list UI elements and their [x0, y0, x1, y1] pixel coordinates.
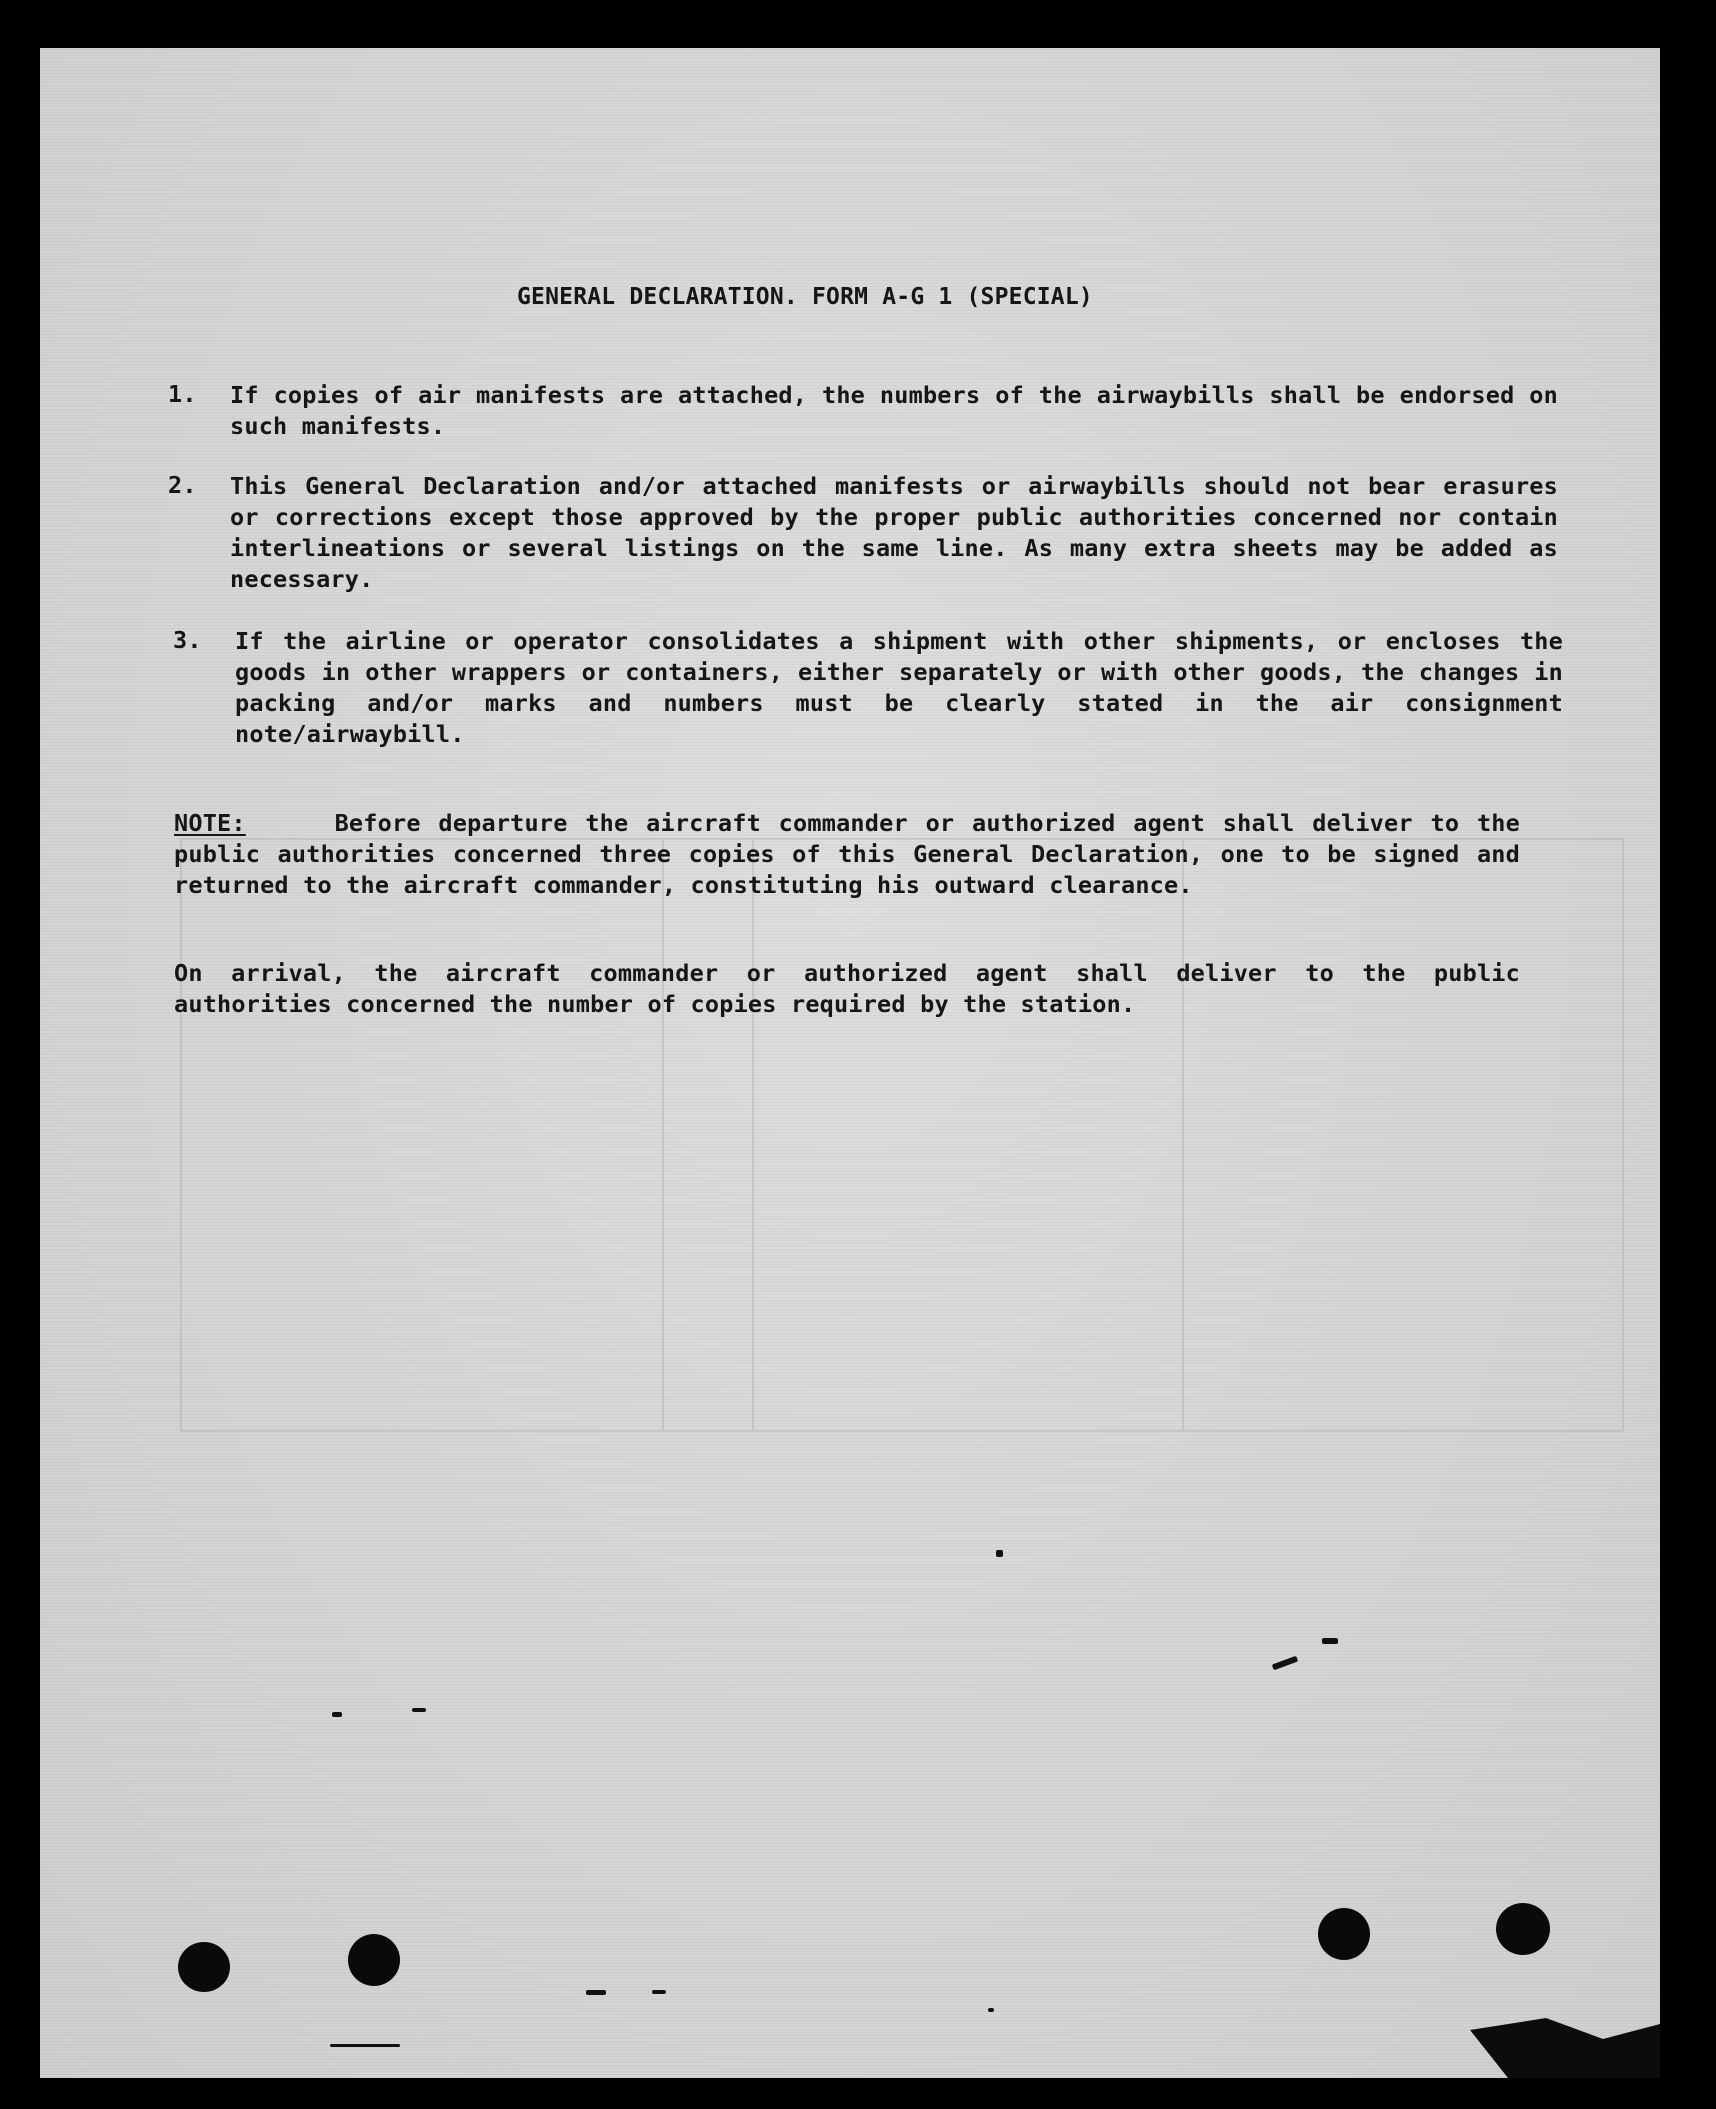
note-label: NOTE: [174, 809, 246, 837]
item-number: 1. [168, 380, 197, 408]
item-number: 2. [168, 471, 197, 499]
punch-hole-right-1 [1318, 1908, 1370, 1960]
ink-speck [652, 1990, 666, 1994]
bleed-through-line [662, 840, 664, 1430]
item-text: If the airline or operator consolidates a shipment with other shipments, or encloses the goods in other wrappers or containers, either separately or with other goods, the changes in packing and/or marks and numbers must be clearly stated in the air consignment note/airwaybill. [235, 627, 1563, 748]
document-page [40, 48, 1660, 2078]
ink-speck [996, 1550, 1003, 1557]
ink-speck [1322, 1638, 1338, 1644]
bleed-through-line [1182, 840, 1184, 1430]
ink-speck [332, 1712, 342, 1717]
ink-speck [586, 1990, 606, 1995]
instruction-item-3 [173, 626, 1563, 750]
punch-hole-left-2 [348, 1934, 400, 1986]
ink-speck [330, 2044, 400, 2047]
bleed-through-form-lines [180, 838, 1624, 1432]
item-text: If copies of air manifests are attached, the numbers of the airwaybills shall be endorsed on such manifests. [230, 381, 1558, 440]
ink-speck [1272, 1656, 1298, 1671]
instruction-item-2 [168, 471, 1558, 595]
item-text: This General Declaration and/or attached manifests or airwaybills should not bear erasures or corrections except those approved by the proper public authorities concerned nor contain interlineations or several listings on the same line. As many extra sheets may be added as necessary. [230, 472, 1558, 593]
item-number: 3. [173, 626, 202, 654]
ink-speck [988, 2008, 994, 2012]
note-text: Before departure the aircraft commander or authorized agent shall deliver to the public authorities concerned three copies of this General Declaration, one to be signed and returned to the aircraft commander, constituting his outward clearance. [174, 809, 1520, 899]
ink-speck [412, 1708, 426, 1712]
arrival-paragraph: On arrival, the aircraft commander or authorized agent shall deliver to the public authorities concerned the number of copies required by the station. [174, 959, 1520, 1018]
punch-hole-right-2 [1496, 1903, 1550, 1955]
instruction-item-1 [168, 380, 1558, 442]
corner-damage [1470, 2018, 1660, 2078]
punch-hole-left-1 [178, 1942, 230, 1992]
page-title: GENERAL DECLARATION. FORM A-G 1 (SPECIAL) [517, 284, 1093, 310]
departure-note [174, 808, 1520, 901]
bleed-through-line [752, 840, 754, 1430]
